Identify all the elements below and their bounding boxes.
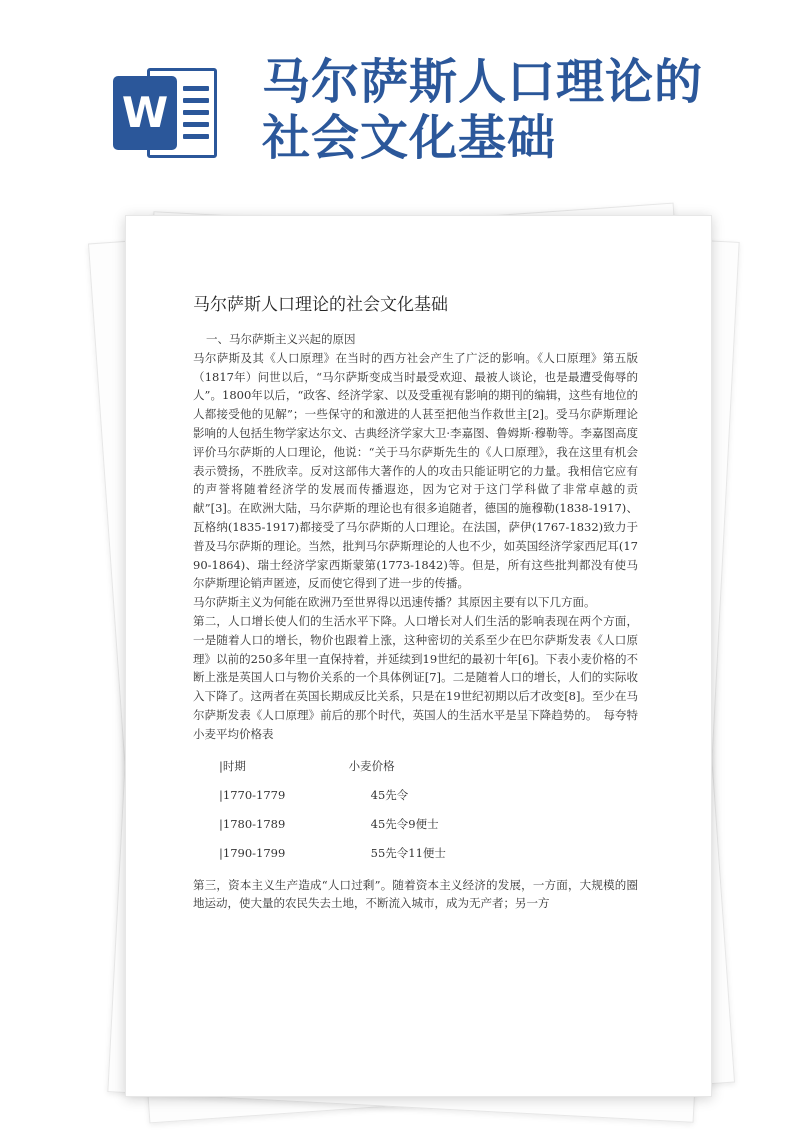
text-line-shape (183, 98, 209, 103)
table-header-row (219, 752, 638, 781)
table-cell: 45先令9便士 (370, 816, 439, 831)
text-line-shape (183, 86, 209, 91)
section-heading: 一、马尔萨斯主义兴起的原因 (206, 332, 356, 346)
table-row (219, 781, 638, 810)
table-cell: |1770-1779 (219, 787, 286, 802)
word-letter: W (113, 76, 177, 150)
table-row (219, 810, 638, 839)
table-header-cell: |时期 (219, 758, 246, 773)
table-cell: 45先令 (370, 787, 409, 802)
document-page (125, 215, 712, 1097)
table-cell: |1790-1799 (219, 845, 286, 860)
table-header-cell: 小麦价格 (348, 758, 395, 773)
text-line-shape (183, 110, 209, 115)
document-body (193, 330, 638, 913)
table-cell: |1780-1789 (219, 816, 286, 831)
word-document-icon (113, 64, 219, 162)
table-row (219, 839, 638, 868)
document-title: 马尔萨斯人口理论的社会文化基础 (193, 295, 448, 315)
table-cell: 55先令11便士 (370, 845, 446, 860)
paragraph: 第二，人口增长使人们的生活水平下降。人口增长对人们生活的影响表现在两个方面，一是随着人口的增长，物价也跟着上涨，这种密切的关系至少在巴尔萨斯发表《人口原理》以前的250多年里一直保持着，并延续到19世纪的最初十年[6]。下表小麦价格的不断上涨是英国人口与物价关系的一个具体例证[7]。二是随着人口的增长，人们的实际收入下降了。这两者在英国长期成反比关系，只是在19世纪初期以后才改变[8]。至少在马尔萨斯发表《人口原理》前后的那个时代，英国人的生活水平是呈下降趋势的。 每夸特小麦平均价格表 (193, 613, 638, 741)
text-line-shape (183, 134, 209, 139)
text-line-shape (183, 122, 209, 127)
wheat-price-table (219, 752, 638, 868)
header-title: 马尔萨斯人口理论的社会文化基础 (262, 54, 704, 166)
paragraph: 马尔萨斯主义为何能在欧洲乃至世界得以迅速传播？其原因主要有以下几方面。 (193, 595, 596, 610)
paragraph: 马尔萨斯及其《人口原理》在当时的西方社会产生了广泛的影响。《人口原理》第五版（1817年）问世以后，“马尔萨斯变成当时最受欢迎、最被人谈论，也是最遭受侮辱的人”。1800年以后，“政客、经济学家、以及受重视有影响的期刊的编辑，这些有地位的人都接受他的见解”；一些保守的和激进的人甚至把他当作救世主[2]。受马尔萨斯理论影响的人包括生物学家达尔文、古典经济学家大卫·李嘉图、鲁姆斯·穆勒等。李嘉图高度评价马尔萨斯的人口理论，他说：“关于马尔萨斯先生的《人口原理》，我在这里有机会表示赞扬，不胜欣幸。反对这部伟大著作的人的攻击只能证明它的力量。我相信它应有的声誉将随着经济学的发展而传播遐迩，因为它对于这门学科做了非常卓越的贡献”[3]。在欧洲大陆，马尔萨斯的理论也有很多追随者，德国的施穆勒(1838-1917)、瓦格纳(1835-1917)都接受了马尔萨斯的人口理论。在法国，萨伊(1767-1832)致力于普及马尔萨斯的理论。当然，批判马尔萨斯理论的人也不少，如英国经济学家西尼耳(1790-1864)、瑞士经济学家西斯蒙第(1773-1842)等。但是，所有这些批判都没有使马尔萨斯理论销声匿迹，反而使它得到了进一步的传播。 (193, 350, 638, 591)
paragraph: 第三，资本主义生产造成“人口过剩”。随着资本主义经济的发展，一方面，大规模的圈地运动，使大量的农民失去土地，不断流入城市，成为无产者；另一方 (193, 877, 638, 911)
